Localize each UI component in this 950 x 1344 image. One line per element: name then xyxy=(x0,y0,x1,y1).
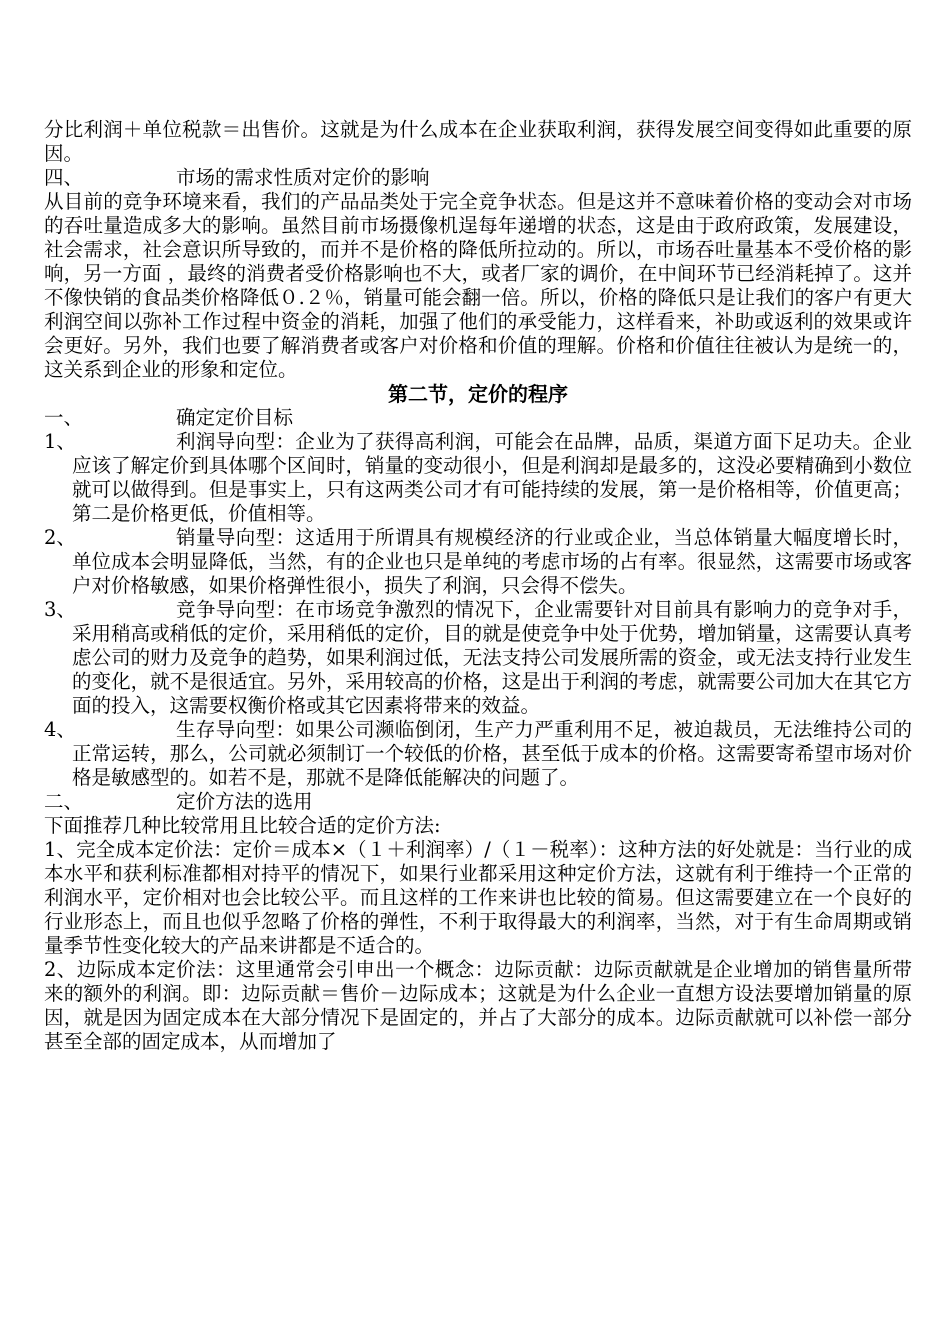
section-title: 市场的需求性质对定价的影响 xyxy=(176,166,430,189)
list-item-number: 1、 xyxy=(44,430,76,453)
part-title: 定价方法的选用 xyxy=(176,790,313,813)
method-1-paragraph: 1、完全成本定价法：定价＝成本×（１＋利润率）/（１－税率）：这种方法的好处就是：当行业的成本水平和获利标准都相对持平的情况下，如果行业都采用这种定价方法，这就有利于维持一个正常的利润水平，定价相对也会比较公平。而且这样的工作来讲也比较的简易。但这需要建立在一个良好的行业形态上，而且也似乎忽略了价格的弹性，不利于取得最大的利润率，当然，对于有生命周期或销量季节性变化较大的产品来讲都是不适合的。 xyxy=(44,838,912,957)
chapter-title: 第二节，定价的程序 xyxy=(388,382,568,406)
list-item xyxy=(44,526,912,598)
part-heading-1 xyxy=(44,406,912,430)
list-item xyxy=(44,718,912,790)
list-item-text: 利润导向型：企业为了获得高利润，可能会在品牌，品质，渠道方面下足功夫。企业应该了解定价到具体哪个区间时，销量的变动很小，但是利润却是最多的，这没必要精确到小数位就可以做得到。但是事实上，只有这两类公司才有可能持续的发展，第一是价格相等，价值更高；第二是价格更低，价值相等。 xyxy=(72,430,912,525)
list-item xyxy=(44,430,912,526)
section-heading-4 xyxy=(44,166,912,190)
intro-paragraph: 分比利润＋单位税款＝出售价。这就是为什么成本在企业获取利润，获得发展空间变得如此重要的原因。 xyxy=(44,118,912,165)
section-4-paragraph: 从目前的竞争环境来看，我们的产品品类处于完全竞争状态。但是这并不意味着价格的变动会对市场的吞吐量造成多大的影响。虽然目前市场摄像机逞每年递增的状态，这是由于政府政策，发展建设，社会需求，社会意识所导致的，而并不是价格的降低所拉动的。所以，市场吞吐量基本不受价格的影响，另一方面 ，最终的消费者受价格影响也不大，或者厂家的调价，在中间环节已经消耗掉了。这并不像快销的食品类价格降低０.２％，销量可能会翻一倍。所以，价格的降低只是让我们的客户有更大利润空间以弥补工作过程中资金的消耗，加强了他们的承受能力，这样看来，补助或返利的效果或许会更好。另外，我们也要了解消费者或客户对价格和价值的理解。价格和价值往往被认为是统一的，这关系到企业的形象和定位。 xyxy=(44,190,912,381)
list-item-number: 2、 xyxy=(44,526,76,549)
list-item-text: 生存导向型：如果公司濒临倒闭，生产力严重利用不足，被迫裁员，无法维持公司的正常运转，那么，公司就必须制订一个较低的价格，甚至低于成本的价格。这需要寄希望市场对价格是敏感型的。如若不是，那就不是降低能解决的问题了。 xyxy=(72,718,912,789)
list-item-number: 4、 xyxy=(44,718,76,741)
list-item-text: 竞争导向型：在市场竞争激烈的情况下，企业需要针对目前具有影响力的竞争对手，采用稍高或稍低的定价，采用稍低的定价，目的就是使竞争中处于优势，增加销量，这需要认真考虑公司的财力及竞争的趋势，如果利润过低，无法支持公司发展所需的资金，或无法支持行业发生的变化，就不是很适宜。另外，采用较高的价格，这是出于利润的考虑，就需要公司加大在其它方面的投入，这需要权衡价格或其它因素将带来的效益。 xyxy=(72,598,912,717)
document-page xyxy=(44,118,912,1054)
methods-lead: 下面推荐几种比较常用且比较合适的定价方法: xyxy=(44,814,441,837)
section-number: 四、 xyxy=(44,166,84,189)
method-2-paragraph: 2、边际成本定价法：这里通常会引申出一个概念：边际贡献：边际贡献就是企业增加的销售量所带来的额外的利润。即：边际贡献＝售价－边际成本；这就是为什么企业一直想方设法要增加销量的原因，就是因为固定成本在大部分情况下是固定的，并占了大部分的成本。边际贡献就可以补偿一部分甚至全部的固定成本，从而增加了 xyxy=(44,958,912,1053)
list-item xyxy=(44,598,912,718)
list-item-number: 3、 xyxy=(44,598,76,621)
part-heading-2 xyxy=(44,790,912,814)
part-number: 一、 xyxy=(44,406,84,429)
part-title: 确定定价目标 xyxy=(176,406,294,429)
list-item-text: 销量导向型：这适用于所谓具有规模经济的行业或企业，当总体销量大幅度增长时，单位成本会明显降低，当然，有的企业也只是单纯的考虑市场的占有率。很显然，这需要市场或客户对价格敏感，如果价格弹性很小，损失了利润，只会得不偿失。 xyxy=(72,526,912,597)
part-number: 二、 xyxy=(44,790,84,813)
